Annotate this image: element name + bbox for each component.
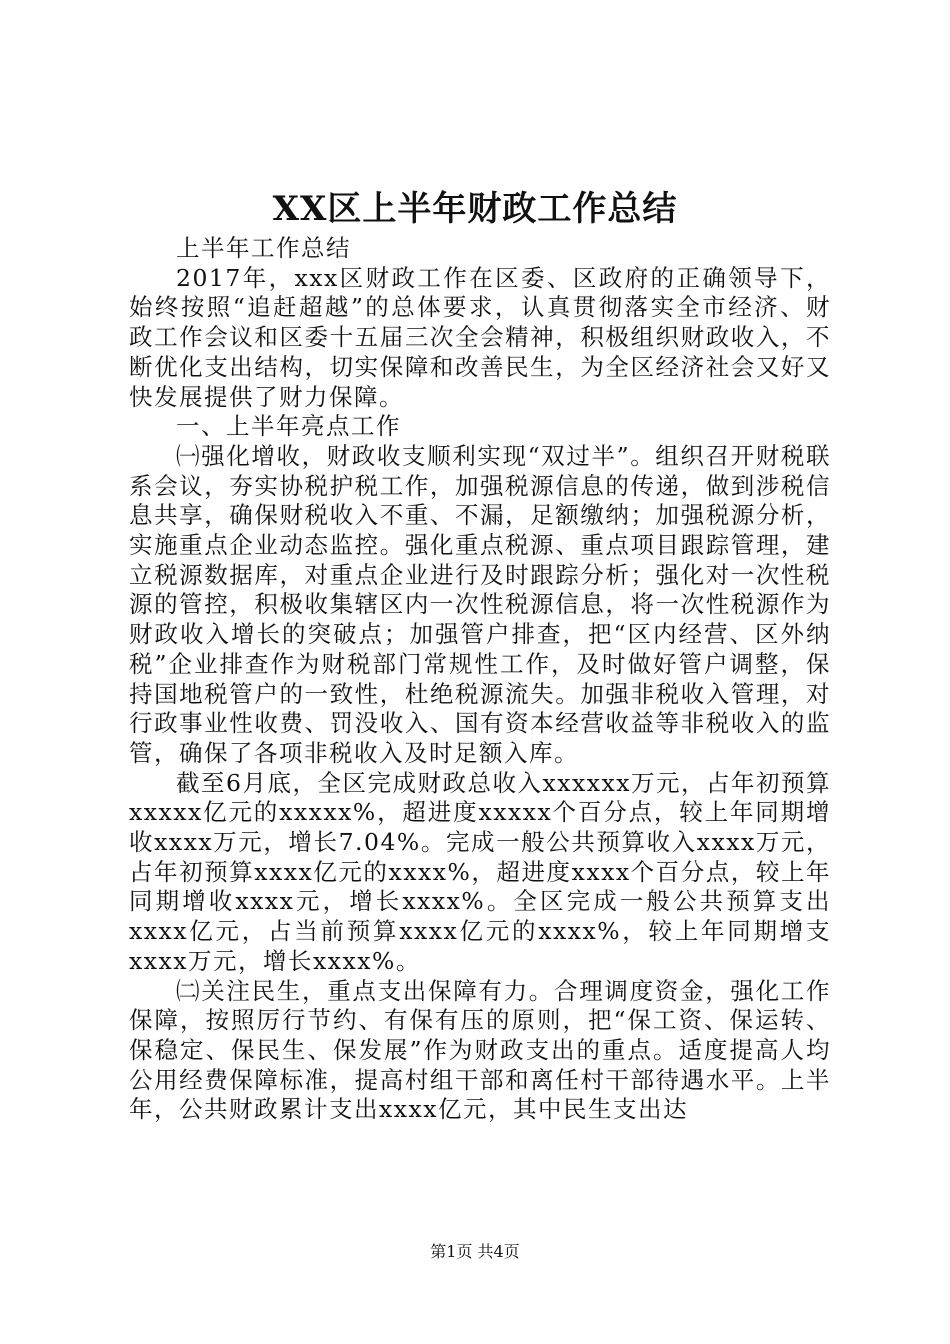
section-heading-summary: 上半年工作总结 <box>176 234 351 262</box>
paragraph-revenue-measures: ㈠强化增收，财政收支顺利实现“双过半”。组织召开财税联系会议，夯实协税护税工作，加强税源信息的传递，做到涉税信息共享，确保财税收入不重、不漏，足额缴纳；加强税源分析，实施重点企业动态监控。强化重点税源、重点项目跟踪管理，建立税源数据库，对重点企业进行及时跟踪分析；强化对一次性税源的管控，积极收集辖区内一次性税源信息，将一次性税源作为财政收入增长的突破点；加强管户排查，把“区内经营、区外纳税”企业排查作为财税部门常规性工作，及时做好管户调整，保持国地税管户的一致性，杜绝税源流失。加强非税收入管理，对行政事业性收费、罚没收入、国有资本经营收益等非税收入的监管，确保了各项非税收入及时足额入库。 <box>129 441 831 767</box>
document-body <box>129 234 831 1125</box>
paragraph-revenue-figures: 截至6月底，全区完成财政总收入xxxxxx万元，占年初预算xxxxx亿元的xxxxx%，超进度xxxxx个百分点，较上年同期增收xxxx万元，增长7.04%。完成一般公共预算收入xxxx万元，占年初预算xxxx亿元的xxxx%，超进度xxxx个百分点，较上年同期增收xxxx元，增长xxxx%。全区完成一般公共预算支出xxxx亿元，占当前预算xxxx亿元的xxxx%，较上年同期增支xxxx万元，增长xxxx%。 <box>129 768 831 975</box>
paragraph-intro: 2017年，xxx区财政工作在区委、区政府的正确领导下，始终按照“追赶超越”的总体要求，认真贯彻落实全市经济、财政工作会议和区委十五届三次全会精神，积极组织财政收入，不断优化支出结构，切实保障和改善民生，为全区经济社会又好又快发展提供了财力保障。 <box>129 263 831 411</box>
section-heading-highlights: 一、上半年亮点工作 <box>176 412 401 441</box>
page-footer: 第1页 共4页 <box>430 1242 520 1261</box>
paragraph-livelihood-spending: ㈡关注民生，重点支出保障有力。合理调度资金，强化工作保障，按照厉行节约、有保有压的原则，把“保工资、保运转、保稳定、保民生、保发展”作为财政支出的重点。适度提高人均公用经费保障标准，提高村组干部和离任村干部待遇水平。上半年，公共财政累计支出xxxx亿元，其中民生支出达 <box>129 976 831 1124</box>
document-title: XX区上半年财政工作总结 <box>272 189 678 229</box>
